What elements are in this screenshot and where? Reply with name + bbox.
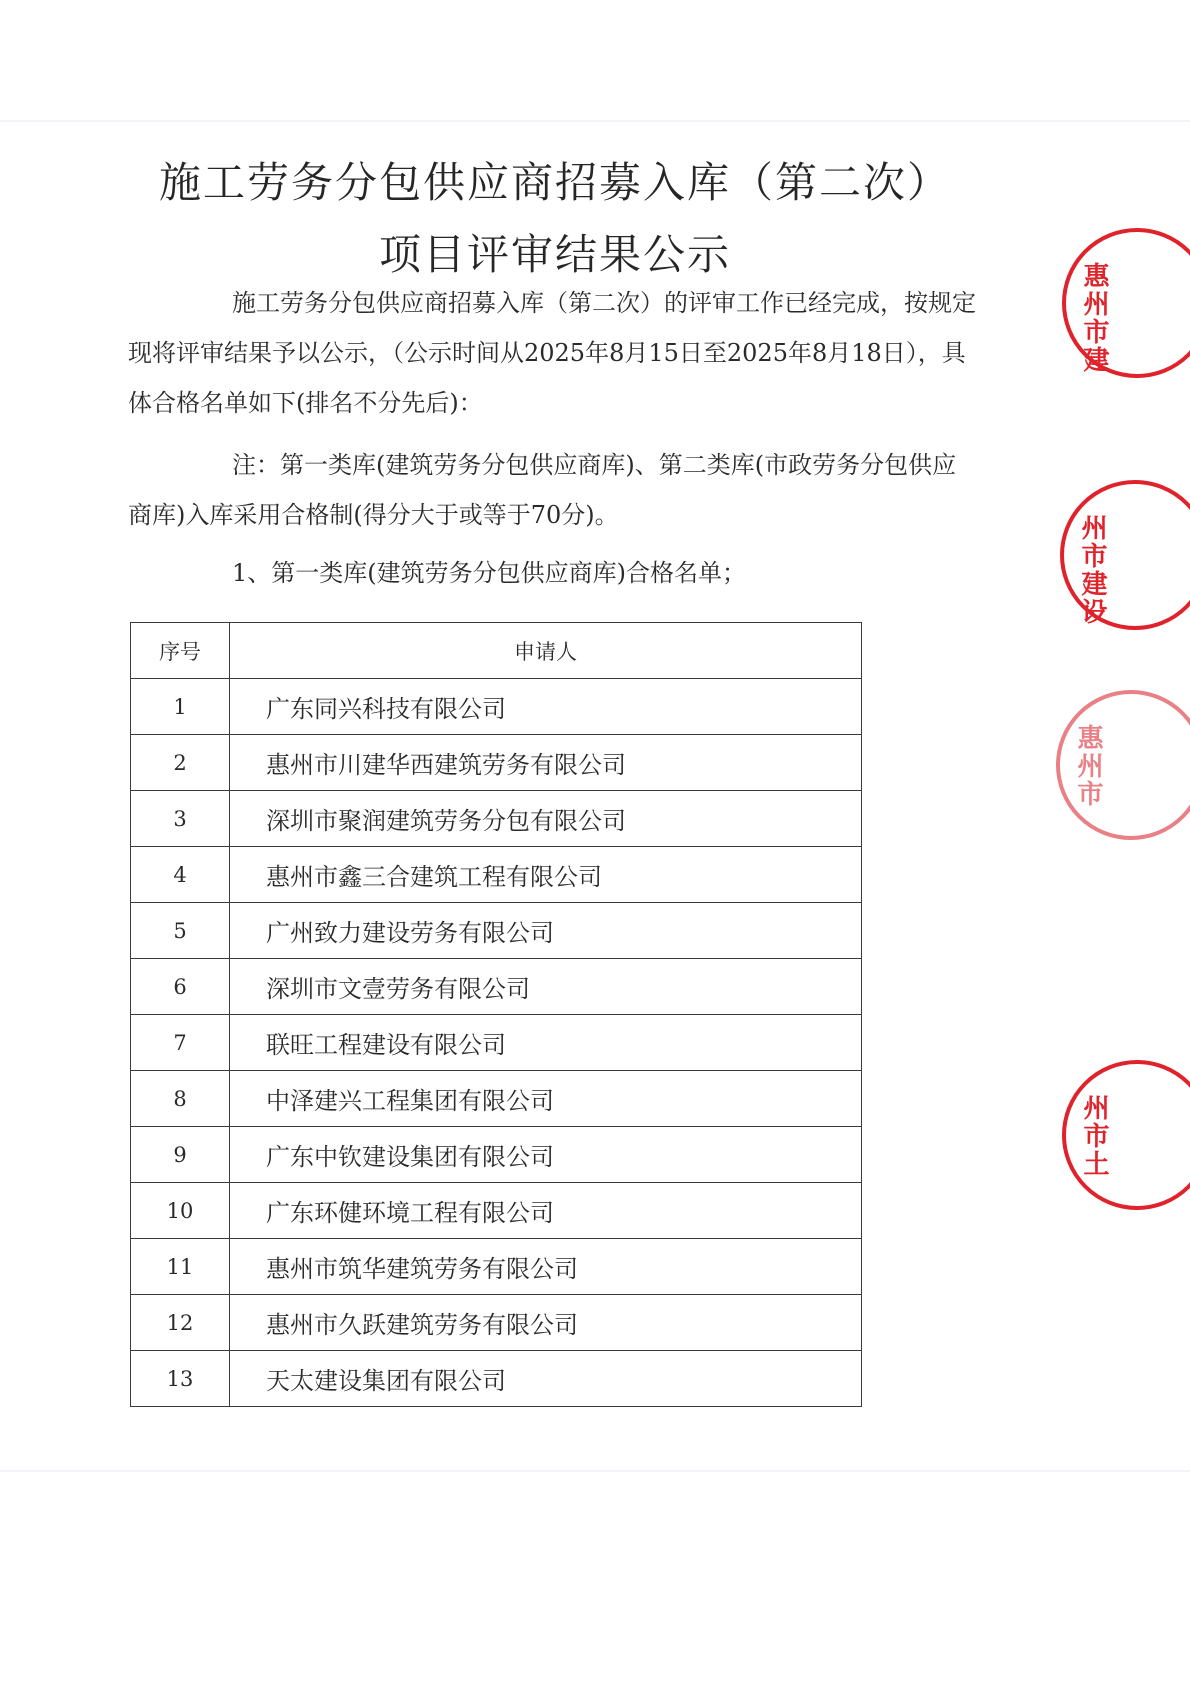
table-row bbox=[131, 1183, 862, 1239]
section-heading: 1、第一类库(建筑劳务分包供应商库)合格名单； bbox=[232, 559, 746, 587]
note-paragraph bbox=[128, 440, 978, 540]
row-number: 4 bbox=[131, 847, 230, 903]
row-number: 1 bbox=[131, 679, 230, 735]
table-header-row bbox=[131, 623, 862, 679]
scan-artifact bbox=[0, 120, 1190, 122]
row-number: 6 bbox=[131, 959, 230, 1015]
table-row bbox=[131, 959, 862, 1015]
intro-paragraph bbox=[128, 278, 978, 428]
applicant-name: 惠州市鑫三合建筑工程有限公司 bbox=[230, 847, 862, 903]
row-number: 3 bbox=[131, 791, 230, 847]
table-row bbox=[131, 735, 862, 791]
applicant-name: 广东中钦建设集团有限公司 bbox=[230, 1127, 862, 1183]
row-number: 13 bbox=[131, 1351, 230, 1407]
table-row bbox=[131, 1071, 862, 1127]
seal-text: 惠州市 bbox=[1073, 724, 1103, 808]
applicant-name: 深圳市聚润建筑劳务分包有限公司 bbox=[230, 791, 862, 847]
official-seal-stamp bbox=[1056, 690, 1190, 840]
table-row bbox=[131, 1239, 862, 1295]
applicant-name: 惠州市川建华西建筑劳务有限公司 bbox=[230, 735, 862, 791]
seal-text: 惠州市建 bbox=[1079, 262, 1109, 374]
applicant-name: 天太建设集团有限公司 bbox=[230, 1351, 862, 1407]
applicant-name: 联旺工程建设有限公司 bbox=[230, 1015, 862, 1071]
document-title-line-1: 施工劳务分包供应商招募入库（第二次） bbox=[158, 158, 951, 207]
document-title-line-2: 项目评审结果公示 bbox=[378, 230, 731, 279]
applicant-name: 中泽建兴工程集团有限公司 bbox=[230, 1071, 862, 1127]
applicant-name: 广东环健环境工程有限公司 bbox=[230, 1183, 862, 1239]
official-seal-stamp bbox=[1062, 1060, 1190, 1210]
qualified-list-table bbox=[130, 622, 862, 1407]
applicant-name: 惠州市久跃建筑劳务有限公司 bbox=[230, 1295, 862, 1351]
table-row bbox=[131, 1127, 862, 1183]
applicant-name: 深圳市文壹劳务有限公司 bbox=[230, 959, 862, 1015]
seal-text: 州市建设 bbox=[1077, 514, 1107, 626]
applicant-name: 广州致力建设劳务有限公司 bbox=[230, 903, 862, 959]
scan-artifact bbox=[0, 1470, 1190, 1472]
table-row bbox=[131, 847, 862, 903]
row-number: 5 bbox=[131, 903, 230, 959]
column-header-number: 序号 bbox=[131, 623, 230, 679]
table-row bbox=[131, 791, 862, 847]
row-number: 8 bbox=[131, 1071, 230, 1127]
row-number: 2 bbox=[131, 735, 230, 791]
row-number: 7 bbox=[131, 1015, 230, 1071]
official-seal-stamp bbox=[1060, 480, 1190, 630]
applicant-name: 惠州市筑华建筑劳务有限公司 bbox=[230, 1239, 862, 1295]
row-number: 11 bbox=[131, 1239, 230, 1295]
table-row bbox=[131, 1015, 862, 1071]
intro-paragraph-text: 施工劳务分包供应商招募入库（第二次）的评审工作已经完成，按规定现将评审结果予以公示，（公示时间从2025年8月15日至2025年8月18日），具体合格名单如下(排名不分先后)： bbox=[128, 289, 976, 417]
table-row bbox=[131, 679, 862, 735]
table-row bbox=[131, 1351, 862, 1407]
table-row bbox=[131, 903, 862, 959]
row-number: 9 bbox=[131, 1127, 230, 1183]
row-number: 10 bbox=[131, 1183, 230, 1239]
column-header-applicant: 申请人 bbox=[230, 623, 862, 679]
note-paragraph-text: 注：第一类库(建筑劳务分包供应商库)、第二类库(市政劳务分包供应商库)入库采用合格制(得分大于或等于70分)。 bbox=[128, 451, 957, 529]
table-row bbox=[131, 1295, 862, 1351]
seal-text: 州市土 bbox=[1079, 1094, 1109, 1178]
row-number: 12 bbox=[131, 1295, 230, 1351]
applicant-name: 广东同兴科技有限公司 bbox=[230, 679, 862, 735]
